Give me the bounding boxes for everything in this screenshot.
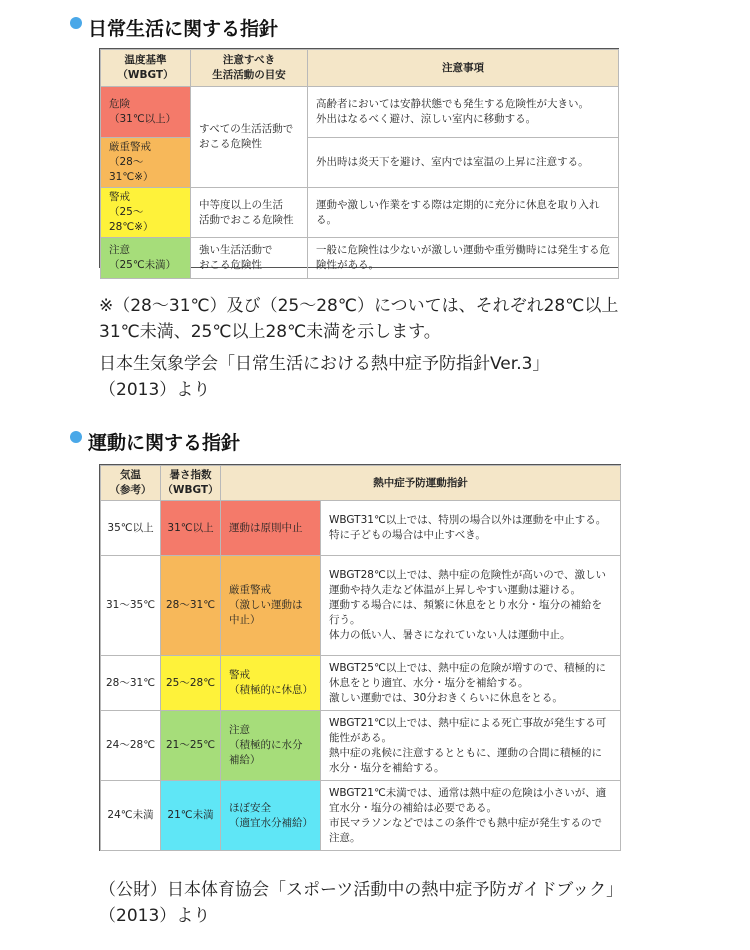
section-title: 日常生活に関する指針 [88,18,279,40]
note-cell: WBGT28℃以上では、熱中症の危険性が高いので、激しい運動や持久走など体温が上昇しやすい運動は避ける。 運動する場合には、頻繁に休息をとり水分・塩分の補給を行う。 体力の低い人、暑さになれていない人は運動中止。 [321,556,621,656]
source-exercise: （公財）日本体育協会「スポーツ活動中の熱中症予防ガイドブック」（2013）より [99,880,624,926]
note-cell: WBGT21℃以上では、熱中症による死亡事故が発生する可能性がある。 熱中症の兆候に注意するとともに、運動の合間に積極的に水分・塩分を補給する。 [321,711,621,781]
note-cell: WBGT21℃未満では、通常は熱中症の危険は小さいが、適宜水分・塩分の補給は必要である。 市民マラソンなどではこの条件でも熱中症が発生するので注意。 [321,781,621,851]
activity-all: すべての生活活動で おこる危険性 [191,87,308,188]
level-cell: 運動は原則中止 [221,501,321,556]
level-cell: 注意 （積極的に水分補給） [221,711,321,781]
level-danger: 危険 （31℃以上） [101,87,191,138]
note-cell: WBGT31℃以上では、特別の場合以外は運動を中止する。 特に子どもの場合は中止すべき。 [321,501,621,556]
level-warning: 警戒 （25～ 28℃※） [101,188,191,238]
note-severe: 外出時は炎天下を避け、室内では室温の上昇に注意する。 [308,138,619,188]
temp-cell: 24～28℃ [101,711,161,781]
header-activity: 注意すべき 生活活動の目安 [191,50,308,87]
activity-strong: 強い生活活動で おこる危険性 [191,238,308,279]
activity-moderate: 中等度以上の生活 活動でおこる危険性 [191,188,308,238]
note-danger: 高齢者においては安静状態でも発生する危険性が大きい。 外出はなるべく避け、涼しい室内に移動する。 [308,87,619,138]
source-daily: 日本生気象学会「日常生活における熱中症予防指針Ver.3」（2013）より [99,354,550,400]
header-notes: 注意事項 [308,50,619,87]
level-severe: 厳重警戒 （28～ 31℃※） [101,138,191,188]
footnote: ※（28～31℃）及び（25～28℃）については、それぞれ28℃以上31℃未満、25℃以上28℃未満を示します。 [99,296,619,342]
level-cell: 厳重警戒 （激しい運動は中止） [221,556,321,656]
section-heading-exercise [70,428,240,455]
exercise-guideline-table [100,465,621,851]
wbgt-cell: 28～31℃ [161,556,221,656]
level-cell: 警戒 （積極的に休息） [221,656,321,711]
header-wbgt: 暑さ指数 （WBGT） [161,466,221,501]
wbgt-cell: 31℃以上 [161,501,221,556]
wbgt-cell: 21℃未満 [161,781,221,851]
temp-cell: 31～35℃ [101,556,161,656]
section-title: 運動に関する指針 [88,432,241,454]
wbgt-cell: 21～25℃ [161,711,221,781]
header-guideline: 熱中症予防運動指針 [221,466,621,501]
level-cell: ほぼ安全 （適宜水分補給） [221,781,321,851]
daily-guideline-table [100,49,619,279]
header-temp: 気温 （参考） [101,466,161,501]
note-caution: 一般に危険性は少ないが激しい運動や重労働時には発生する危険性がある。 [308,238,619,279]
temp-cell: 24℃未満 [101,781,161,851]
section-heading-daily [70,14,278,41]
temp-cell: 35℃以上 [101,501,161,556]
note-cell: WBGT25℃以上では、熱中症の危険が増すので、積極的に休息をとり適宜、水分・塩分を補給する。 激しい運動では、30分おきくらいに休息をとる。 [321,656,621,711]
bullet-icon [70,431,82,443]
bullet-icon [70,17,82,29]
level-caution: 注意 （25℃未満） [101,238,191,279]
temp-cell: 28～31℃ [101,656,161,711]
header-wbgt: 温度基準 （WBGT） [101,50,191,87]
wbgt-cell: 25～28℃ [161,656,221,711]
note-warning: 運動や激しい作業をする際は定期的に充分に休息を取り入れる。 [308,188,619,238]
